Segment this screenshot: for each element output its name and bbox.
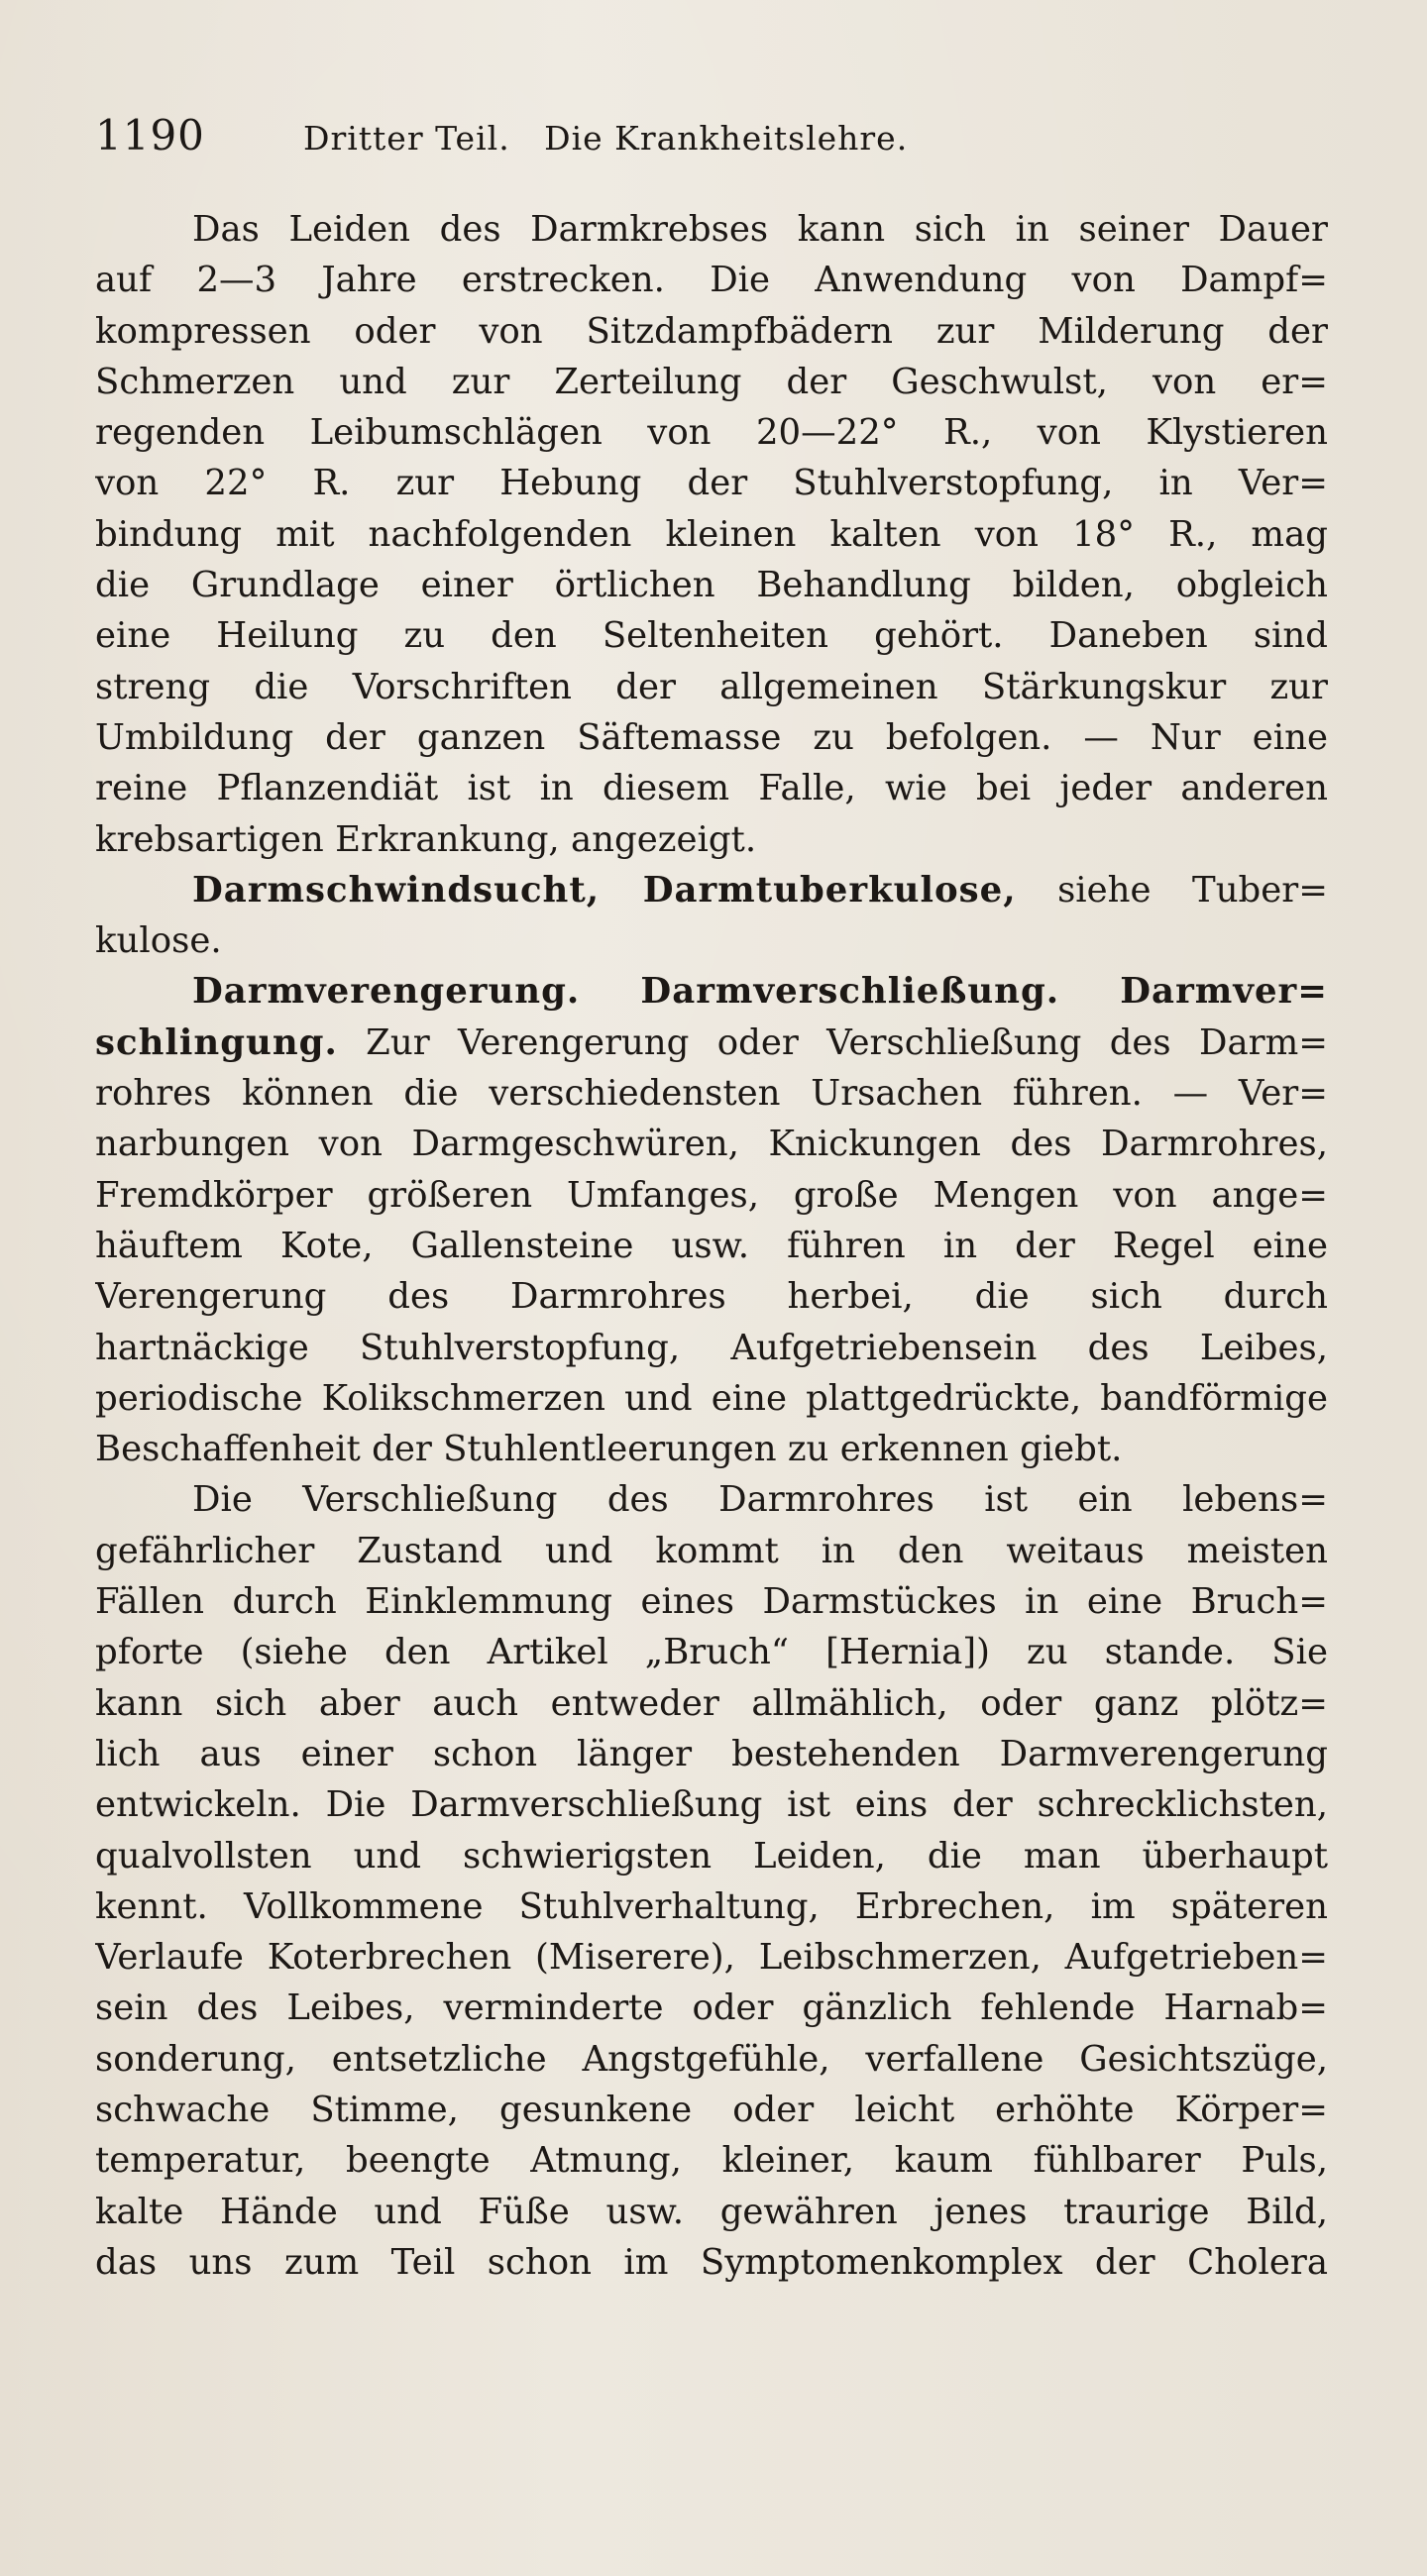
text-line: Verlaufe Koterbrechen (Miserere), Leibschmerzen, Aufgetrieben= — [95, 1937, 1328, 1979]
text-line: gefährlicher Zustand und kommt in den weitaus meisten — [95, 1530, 1328, 1571]
text-line: Fremdkörper größeren Umfanges, große Mengen von ange= — [95, 1174, 1328, 1216]
text-line: entwickeln. Die Darmverschließung ist eins der schrecklichsten, — [95, 1784, 1328, 1826]
text-line: krebsartigen Erkrankung, angezeigt. — [95, 818, 757, 860]
entry-keyword: Darmverengerung. Darmverschließung. Darmver= — [192, 971, 1328, 1013]
text-line: Beschaffenheit der Stuhlentleerungen zu erkennen giebt. — [95, 1429, 1123, 1470]
entry-line — [95, 966, 1328, 1017]
text-line: Verengerung des Darmrohres herbei, die sich durch — [95, 1276, 1328, 1318]
text-line: reine Pflanzendiät ist in diesem Falle, wie bei jeder anderen — [95, 768, 1328, 809]
text-line: kennt. Vollkommene Stuhlverhaltung, Erbrechen, im späteren — [95, 1885, 1328, 1927]
text-line: narbungen von Darmgeschwüren, Knickungen des Darmrohres, — [95, 1124, 1328, 1165]
paragraph-darmverengerung — [95, 966, 1328, 1474]
paragraph-darmschwindsucht — [95, 865, 1328, 967]
text-line: bindung mit nachfolgenden kleinen kalten von 18° R., mag — [95, 513, 1328, 555]
text-line: qualvollsten und schwierigsten Leiden, die man überhaupt — [95, 1835, 1328, 1877]
text-line: sein des Leibes, verminderte oder gänzlich fehlende Harnab= — [95, 1987, 1328, 2029]
text-line: lich aus einer schon länger bestehenden Darmverengerung — [95, 1733, 1328, 1774]
text-line: kann sich aber auch entweder allmählich, oder ganz plötz= — [95, 1682, 1328, 1724]
text-line: rohres können die verschiedensten Ursachen führen. — Ver= — [95, 1073, 1328, 1115]
text-line: Schmerzen und zur Zerteilung der Geschwulst, von er= — [95, 361, 1328, 402]
text-line: temperatur, beengte Atmung, kleiner, kaum fühlbarer Puls, — [95, 2140, 1328, 2182]
text-line: pforte (siehe den Artikel „Bruch“ [Hernia]) zu stande. Sie — [95, 1632, 1328, 1673]
text-line: auf 2—3 Jahre erstrecken. Die Anwendung von Dampf= — [95, 260, 1328, 301]
entry-line — [95, 1018, 1328, 1068]
text-line: Umbildung der ganzen Säftemasse zu befolgen. — Nur eine — [95, 716, 1328, 758]
text-line: kompressen oder von Sitzdampfbädern zur Milderung der — [95, 310, 1328, 352]
text-line: kalte Hände und Füße usw. gewähren jenes traurige Bild, — [95, 2191, 1328, 2232]
running-head — [95, 111, 1328, 161]
text-line: Die Verschließung des Darmrohres ist ein lebens= — [192, 1479, 1328, 1521]
text-line: die Grundlage einer örtlichen Behandlung bilden, obgleich — [95, 565, 1328, 606]
text-line: das uns zum Teil schon im Symptomenkomplex der Cholera — [95, 2241, 1328, 2283]
entry-keyword: schlingung. — [95, 1021, 338, 1063]
text-line: periodische Kolikschmerzen und eine plattgedrückte, bandförmige — [95, 1377, 1328, 1419]
body-text — [95, 204, 1328, 2288]
text-line: schwache Stimme, gesunkene oder leicht erhöhte Körper= — [95, 2089, 1328, 2130]
text-line: von 22° R. zur Hebung der Stuhlverstopfung, in Ver= — [95, 463, 1328, 504]
text-line: Das Leiden des Darmkrebses kann sich in seiner Dauer — [192, 209, 1328, 250]
text-line: sonderung, entsetzliche Angstgefühle, verfallene Gesichtszüge, — [95, 2038, 1328, 2080]
text-line: Fällen durch Einklemmung eines Darmstückes in eine Bruch= — [95, 1581, 1328, 1623]
text-line: eine Heilung zu den Seltenheiten gehört. Daneben sind — [95, 615, 1328, 657]
entry-line — [95, 865, 1328, 915]
entry-text: siehe Tuber= — [1016, 869, 1328, 911]
running-head-title: Dritter Teil. Die Krankheitslehre. — [303, 119, 909, 158]
page-number: 1190 — [95, 111, 205, 160]
entry-text: Zur Verengerung oder Verschließung des Darm= — [337, 1021, 1328, 1063]
text-line: hartnäckige Stuhlverstopfung, Aufgetriebensein des Leibes, — [95, 1327, 1328, 1368]
entry-keyword: Darmschwindsucht, Darmtuberkulose, — [192, 869, 1017, 911]
text-line: streng die Vorschriften der allgemeinen Stärkungskur zur — [95, 666, 1328, 707]
text-line: kulose. — [95, 920, 222, 962]
paragraph-darmkrebs — [95, 204, 1328, 865]
text-line: regenden Leibumschlägen von 20—22° R., von Klystieren — [95, 412, 1328, 454]
text-line: häuftem Kote, Gallensteine usw. führen in der Regel eine — [95, 1225, 1328, 1266]
paragraph-verschliessung — [95, 1474, 1328, 2288]
